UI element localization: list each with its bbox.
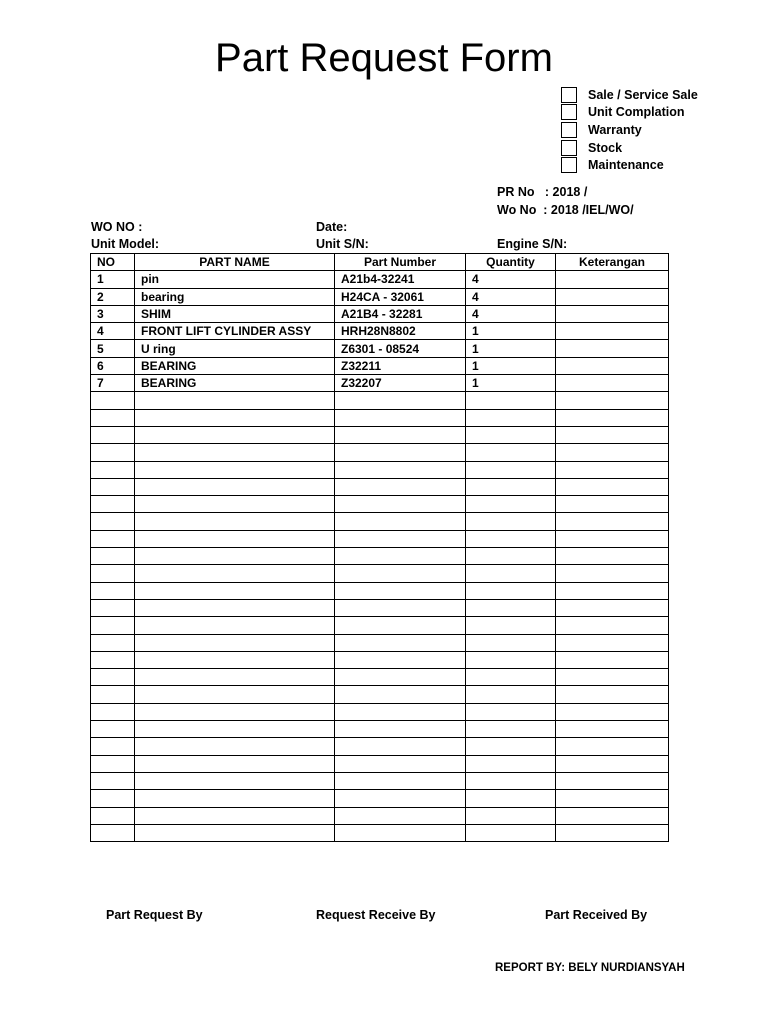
cell-part-number [335, 426, 466, 443]
cell-part-name [135, 513, 335, 530]
cell-quantity [466, 548, 556, 565]
cell-part-number [335, 721, 466, 738]
cell-part-name [135, 530, 335, 547]
table-row-empty [91, 496, 669, 513]
cell-keterangan [556, 565, 669, 582]
cell-quantity [466, 582, 556, 599]
cell-part-number [335, 496, 466, 513]
cell-quantity: 1 [466, 323, 556, 340]
cell-quantity [466, 790, 556, 807]
cell-part-name: FRONT LIFT CYLINDER ASSY [135, 323, 335, 340]
table-row [91, 271, 669, 288]
cell-keterangan [556, 340, 669, 357]
cell-keterangan [556, 548, 669, 565]
cell-quantity [466, 478, 556, 495]
cell-no [91, 772, 135, 789]
wo-no-reference: Wo No : 2018 /IEL/WO/ [497, 203, 634, 217]
table-row-empty [91, 599, 669, 616]
cell-keterangan [556, 461, 669, 478]
cell-part-number [335, 824, 466, 841]
cell-quantity [466, 426, 556, 443]
cell-part-name [135, 755, 335, 772]
cell-keterangan [556, 409, 669, 426]
cell-part-number: Z32207 [335, 375, 466, 392]
cell-no [91, 426, 135, 443]
part-received-by-label: Part Received By [545, 908, 648, 922]
checkbox-stock[interactable] [561, 140, 577, 156]
cell-keterangan [556, 582, 669, 599]
cell-part-number: H24CA - 32061 [335, 288, 466, 305]
cell-no [91, 513, 135, 530]
cell-keterangan [556, 738, 669, 755]
cell-part-number [335, 548, 466, 565]
cell-no [91, 738, 135, 755]
cell-keterangan [556, 513, 669, 530]
cell-quantity [466, 738, 556, 755]
cell-part-name [135, 651, 335, 668]
cell-part-number [335, 599, 466, 616]
checkbox-warranty[interactable] [561, 122, 577, 138]
cell-part-number [335, 565, 466, 582]
cell-no [91, 496, 135, 513]
request-receive-by-label: Request Receive By [316, 908, 436, 922]
cell-part-name [135, 669, 335, 686]
cell-part-name: U ring [135, 340, 335, 357]
cell-keterangan [556, 772, 669, 789]
cell-part-name [135, 496, 335, 513]
cell-part-number [335, 409, 466, 426]
cell-no [91, 530, 135, 547]
cell-part-name [135, 599, 335, 616]
cell-quantity [466, 444, 556, 461]
part-request-by-label: Part Request By [106, 908, 203, 922]
cell-part-number: Z6301 - 08524 [335, 340, 466, 357]
cell-quantity [466, 513, 556, 530]
cell-part-number [335, 772, 466, 789]
table-row [91, 288, 669, 305]
cell-keterangan [556, 305, 669, 322]
cell-keterangan [556, 599, 669, 616]
table-row-empty [91, 617, 669, 634]
cell-no [91, 444, 135, 461]
cell-quantity [466, 599, 556, 616]
cell-quantity: 4 [466, 288, 556, 305]
table-row-empty [91, 651, 669, 668]
wo-no-label: WO NO : [91, 220, 143, 234]
cell-keterangan [556, 755, 669, 772]
table-row-empty [91, 790, 669, 807]
cell-no: 5 [91, 340, 135, 357]
cell-quantity [466, 669, 556, 686]
table-row-empty [91, 686, 669, 703]
cell-part-name [135, 824, 335, 841]
checkbox-label: Maintenance [588, 158, 664, 173]
table-row-empty [91, 824, 669, 841]
cell-part-name: BEARING [135, 357, 335, 374]
header-part-name: PART NAME [135, 254, 335, 271]
checkbox-maintenance[interactable] [561, 157, 577, 173]
cell-no [91, 651, 135, 668]
table-row [91, 357, 669, 374]
cell-part-number [335, 651, 466, 668]
table-row-empty [91, 461, 669, 478]
cell-part-number [335, 392, 466, 409]
cell-part-number [335, 807, 466, 824]
cell-keterangan [556, 426, 669, 443]
checkbox-label: Stock [588, 140, 623, 155]
header-quantity: Quantity [466, 254, 556, 271]
cell-part-number [335, 582, 466, 599]
checkbox-label: Unit Complation [588, 105, 685, 120]
cell-keterangan [556, 721, 669, 738]
cell-part-name [135, 426, 335, 443]
header-keterangan: Keterangan [556, 254, 669, 271]
cell-no [91, 599, 135, 616]
cell-no [91, 582, 135, 599]
cell-keterangan [556, 703, 669, 720]
cell-quantity: 4 [466, 271, 556, 288]
table-row-empty [91, 634, 669, 651]
cell-part-name [135, 617, 335, 634]
cell-keterangan [556, 617, 669, 634]
table-header-row [91, 254, 669, 271]
header-no: NO [91, 254, 135, 271]
cell-no: 7 [91, 375, 135, 392]
cell-part-number: A21B4 - 32281 [335, 305, 466, 322]
cell-part-number [335, 669, 466, 686]
cell-quantity [466, 755, 556, 772]
cell-quantity: 1 [466, 375, 556, 392]
unit-model-label: Unit Model: [91, 237, 160, 251]
cell-keterangan [556, 530, 669, 547]
table-row [91, 305, 669, 322]
cell-keterangan [556, 357, 669, 374]
checkbox-sale[interactable] [561, 87, 577, 103]
pr-no: PR No : 2018 / [497, 185, 588, 199]
parts-table [90, 253, 669, 842]
cell-quantity [466, 496, 556, 513]
checkbox-label: Sale / Service Sale [588, 87, 698, 102]
cell-part-name [135, 461, 335, 478]
checklist-row-warranty[interactable] [561, 121, 698, 139]
header-part-number: Part Number [335, 254, 466, 271]
cell-part-name: pin [135, 271, 335, 288]
cell-part-name [135, 582, 335, 599]
cell-part-number [335, 686, 466, 703]
table-row-empty [91, 426, 669, 443]
table-row-empty [91, 392, 669, 409]
cell-keterangan [556, 669, 669, 686]
cell-keterangan [556, 807, 669, 824]
cell-keterangan [556, 271, 669, 288]
unit-sn-label: Unit S/N: [316, 237, 369, 251]
table-row-empty [91, 755, 669, 772]
cell-part-name [135, 807, 335, 824]
cell-quantity [466, 461, 556, 478]
cell-part-name [135, 738, 335, 755]
cell-keterangan [556, 496, 669, 513]
table-row-empty [91, 565, 669, 582]
table-row-empty [91, 721, 669, 738]
cell-no: 6 [91, 357, 135, 374]
cell-keterangan [556, 686, 669, 703]
cell-part-name [135, 478, 335, 495]
cell-keterangan [556, 444, 669, 461]
table-row-empty [91, 409, 669, 426]
date-label: Date: [316, 220, 348, 234]
table-row-empty [91, 548, 669, 565]
cell-no [91, 565, 135, 582]
checkbox-label: Warranty [588, 122, 642, 137]
cell-keterangan [556, 634, 669, 651]
table-row-empty [91, 807, 669, 824]
cell-part-number [335, 530, 466, 547]
cell-part-number [335, 617, 466, 634]
cell-part-name [135, 790, 335, 807]
cell-quantity [466, 824, 556, 841]
cell-quantity [466, 807, 556, 824]
request-type-checklist [561, 86, 698, 174]
cell-no [91, 617, 135, 634]
cell-no: 1 [91, 271, 135, 288]
cell-quantity [466, 686, 556, 703]
cell-no: 2 [91, 288, 135, 305]
cell-part-name [135, 409, 335, 426]
cell-no [91, 392, 135, 409]
cell-no: 3 [91, 305, 135, 322]
cell-no [91, 824, 135, 841]
cell-no: 4 [91, 323, 135, 340]
cell-part-number: HRH28N8802 [335, 323, 466, 340]
checklist-row-sale[interactable] [561, 86, 698, 104]
cell-no [91, 478, 135, 495]
cell-keterangan [556, 375, 669, 392]
cell-part-number [335, 444, 466, 461]
table-row [91, 340, 669, 357]
table-row [91, 323, 669, 340]
cell-no [91, 790, 135, 807]
cell-no [91, 669, 135, 686]
cell-part-number [335, 461, 466, 478]
cell-no [91, 703, 135, 720]
cell-part-name: bearing [135, 288, 335, 305]
cell-keterangan [556, 323, 669, 340]
checklist-row-stock[interactable] [561, 139, 698, 157]
cell-no [91, 634, 135, 651]
cell-part-number [335, 478, 466, 495]
table-row-empty [91, 513, 669, 530]
cell-part-name [135, 392, 335, 409]
cell-part-number [335, 513, 466, 530]
table-row-empty [91, 582, 669, 599]
cell-no [91, 807, 135, 824]
cell-keterangan [556, 790, 669, 807]
cell-part-name [135, 444, 335, 461]
checklist-row-unit-complation[interactable] [561, 104, 698, 122]
table-row-empty [91, 738, 669, 755]
cell-no [91, 548, 135, 565]
page-title: Part Request Form [215, 36, 553, 80]
report-by: REPORT BY: BELY NURDIANSYAH [495, 962, 685, 974]
cell-part-name [135, 721, 335, 738]
cell-part-name [135, 686, 335, 703]
cell-quantity: 1 [466, 340, 556, 357]
parts-table-body [91, 271, 669, 842]
cell-part-name [135, 565, 335, 582]
cell-keterangan [556, 651, 669, 668]
cell-part-name [135, 634, 335, 651]
cell-no [91, 721, 135, 738]
cell-part-name [135, 703, 335, 720]
cell-part-number: A21b4-32241 [335, 271, 466, 288]
cell-quantity [466, 634, 556, 651]
cell-quantity [466, 409, 556, 426]
cell-quantity [466, 565, 556, 582]
cell-no [91, 409, 135, 426]
checkbox-unit-complation[interactable] [561, 104, 577, 120]
cell-part-number [335, 738, 466, 755]
cell-quantity [466, 721, 556, 738]
cell-keterangan [556, 392, 669, 409]
cell-part-name [135, 772, 335, 789]
cell-quantity [466, 703, 556, 720]
table-row [91, 375, 669, 392]
cell-no [91, 461, 135, 478]
cell-part-number [335, 790, 466, 807]
checklist-row-maintenance[interactable] [561, 156, 698, 174]
cell-part-name [135, 548, 335, 565]
table-row-empty [91, 703, 669, 720]
cell-part-number [335, 703, 466, 720]
cell-quantity [466, 772, 556, 789]
cell-part-number [335, 634, 466, 651]
cell-part-number: Z32211 [335, 357, 466, 374]
cell-no [91, 686, 135, 703]
cell-quantity: 1 [466, 357, 556, 374]
cell-quantity [466, 392, 556, 409]
cell-quantity: 4 [466, 305, 556, 322]
cell-quantity [466, 617, 556, 634]
cell-part-name: SHIM [135, 305, 335, 322]
table-row-empty [91, 530, 669, 547]
table-row-empty [91, 772, 669, 789]
cell-keterangan [556, 478, 669, 495]
cell-keterangan [556, 824, 669, 841]
cell-quantity [466, 530, 556, 547]
cell-part-number [335, 755, 466, 772]
table-row-empty [91, 444, 669, 461]
engine-sn-label: Engine S/N: [497, 237, 568, 251]
table-row-empty [91, 478, 669, 495]
cell-no [91, 755, 135, 772]
cell-keterangan [556, 288, 669, 305]
cell-quantity [466, 651, 556, 668]
cell-part-name: BEARING [135, 375, 335, 392]
table-row-empty [91, 669, 669, 686]
